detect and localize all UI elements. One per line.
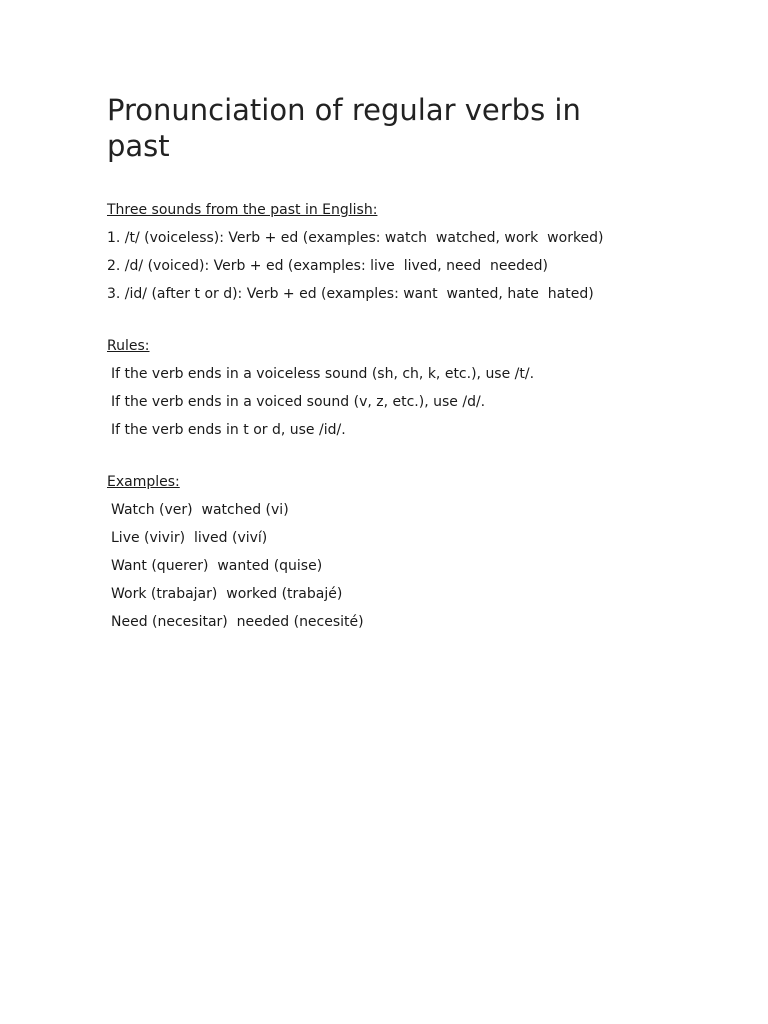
- example-item: Work (trabajar) worked (trabajé): [111, 586, 343, 602]
- rule-item: If the verb ends in t or d, use /id/.: [111, 422, 346, 438]
- rule-item: If the verb ends in a voiceless sound (sh, ch, k, etc.), use /t/.: [111, 366, 535, 382]
- rule-item: If the verb ends in a voiced sound (v, z, etc.), use /d/.: [111, 394, 486, 410]
- example-item: Live (vivir) lived (viví): [111, 530, 268, 546]
- page-title: Pronunciation of regular verbs in past: [107, 93, 581, 163]
- example-item: Watch (ver) watched (vi): [111, 502, 289, 518]
- sound-item: 2. /d/ (voiced): Verb + ed (examples: live lived, need needed): [107, 258, 548, 274]
- rules-list: [107, 366, 628, 438]
- examples-heading: Examples:: [107, 474, 180, 490]
- examples-list: [107, 502, 628, 630]
- sounds-list: [107, 230, 628, 302]
- rules-heading: Rules:: [107, 338, 150, 354]
- sounds-heading: Three sounds from the past in English:: [107, 202, 378, 218]
- sound-item: 3. /id/ (after t or d): Verb + ed (examples: want wanted, hate hated): [107, 286, 594, 302]
- example-item: Need (necesitar) needed (necesité): [111, 614, 364, 630]
- example-item: Want (querer) wanted (quise): [111, 558, 323, 574]
- sound-item: 1. /t/ (voiceless): Verb + ed (examples: watch watched, work worked): [107, 230, 604, 246]
